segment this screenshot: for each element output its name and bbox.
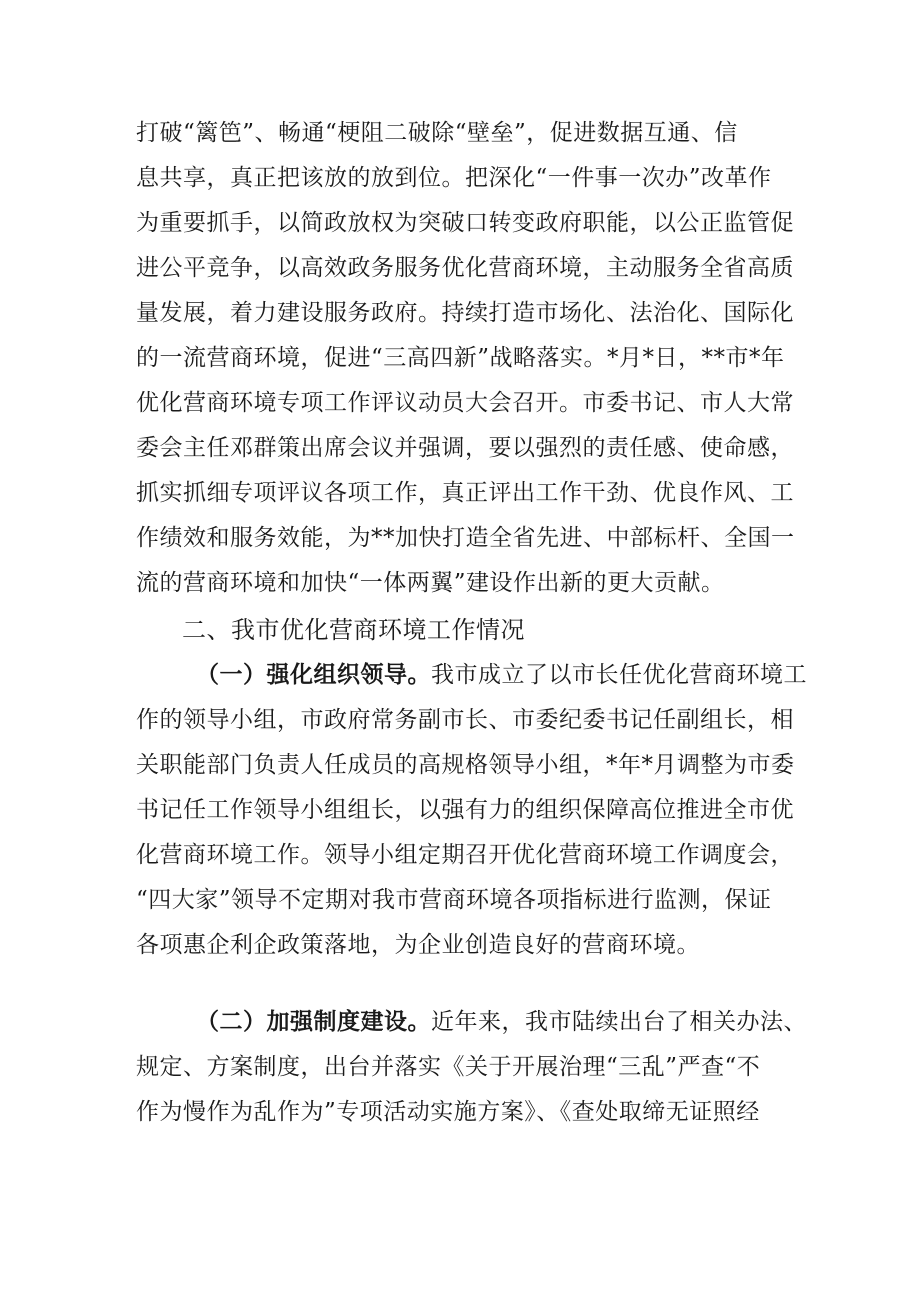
- text-line: 作为慢作为乱作为”专项活动实施方案》、《查处取缔无证照经: [136, 1099, 760, 1125]
- text-line: “四大家”领导不定期对我市营商环境各项指标进行监测，保证: [136, 887, 772, 913]
- text-line: 优化营商环境专项工作评议动员大会召开。市委书记、市人大常: [136, 390, 794, 416]
- text-line: 打破“篱笆”、畅通“梗阻二破除“壁垒”，促进数据互通、信: [136, 120, 738, 146]
- subsection-text: 我市成立了以市长任优化营商环境工: [431, 662, 807, 688]
- text-line: 进公平竞争，以高效政务服务优化营商环境，主动服务全省高质: [136, 255, 794, 281]
- text-line: 量发展，着力建设服务政府。持续打造市场化、法治化、国际化: [136, 300, 794, 326]
- text-line: 规定、方案制度，出台并落实《关于开展治理“三乱”严查“不: [136, 1054, 761, 1080]
- text-line: 息共享，真正把该放的放到位。把深化“一件事一次办”改革作: [136, 165, 772, 191]
- text-line: 流的营商环境和加快“一体两翼”建设作出新的更大贡献。: [136, 570, 725, 596]
- text-line: 书记任工作领导小组组长，以强有力的组织保障高位推进全市优: [136, 797, 794, 823]
- text-line: 抓实抓细专项评议各项工作，真正评出工作干劲、优良作风、工: [136, 480, 794, 506]
- subsection-title: （一）强化组织领导。: [196, 661, 431, 688]
- text-line: 为重要抓手，以简政放权为突破口转变政府职能，以公正监管促: [136, 210, 794, 236]
- text-line: 委会主任邓群策出席会议并强调，要以强烈的责任感、使命感，: [136, 435, 794, 461]
- subsection-first-line: [196, 1007, 807, 1037]
- text-line: 作的领导小组，市政府常务副市长、市委纪委书记任副组长，相: [136, 707, 794, 733]
- text-line: 关职能部门负责人任成员的高规格领导小组，*年*月调整为市委: [136, 752, 795, 778]
- text-line: 各项惠企利企政策落地，为企业创造良好的营商环境。: [136, 932, 700, 958]
- subsection-text: 近年来，我市陆续出台了相关办法、: [431, 1009, 807, 1035]
- section-heading: 二、我市优化营商环境工作情况: [182, 616, 525, 644]
- subsection-title: （二）加强制度建设。: [196, 1008, 431, 1035]
- text-line: 化营商环境工作。领导小组定期召开优化营商环境工作调度会，: [136, 842, 794, 868]
- text-line: 作绩效和服务效能，为**加快打造全省先进、中部标杆、全国一: [136, 525, 795, 551]
- subsection-first-line: [196, 660, 807, 690]
- text-line: 的一流营商环境，促进“三高四新”战略落实。*月*日，**市*年: [136, 345, 785, 371]
